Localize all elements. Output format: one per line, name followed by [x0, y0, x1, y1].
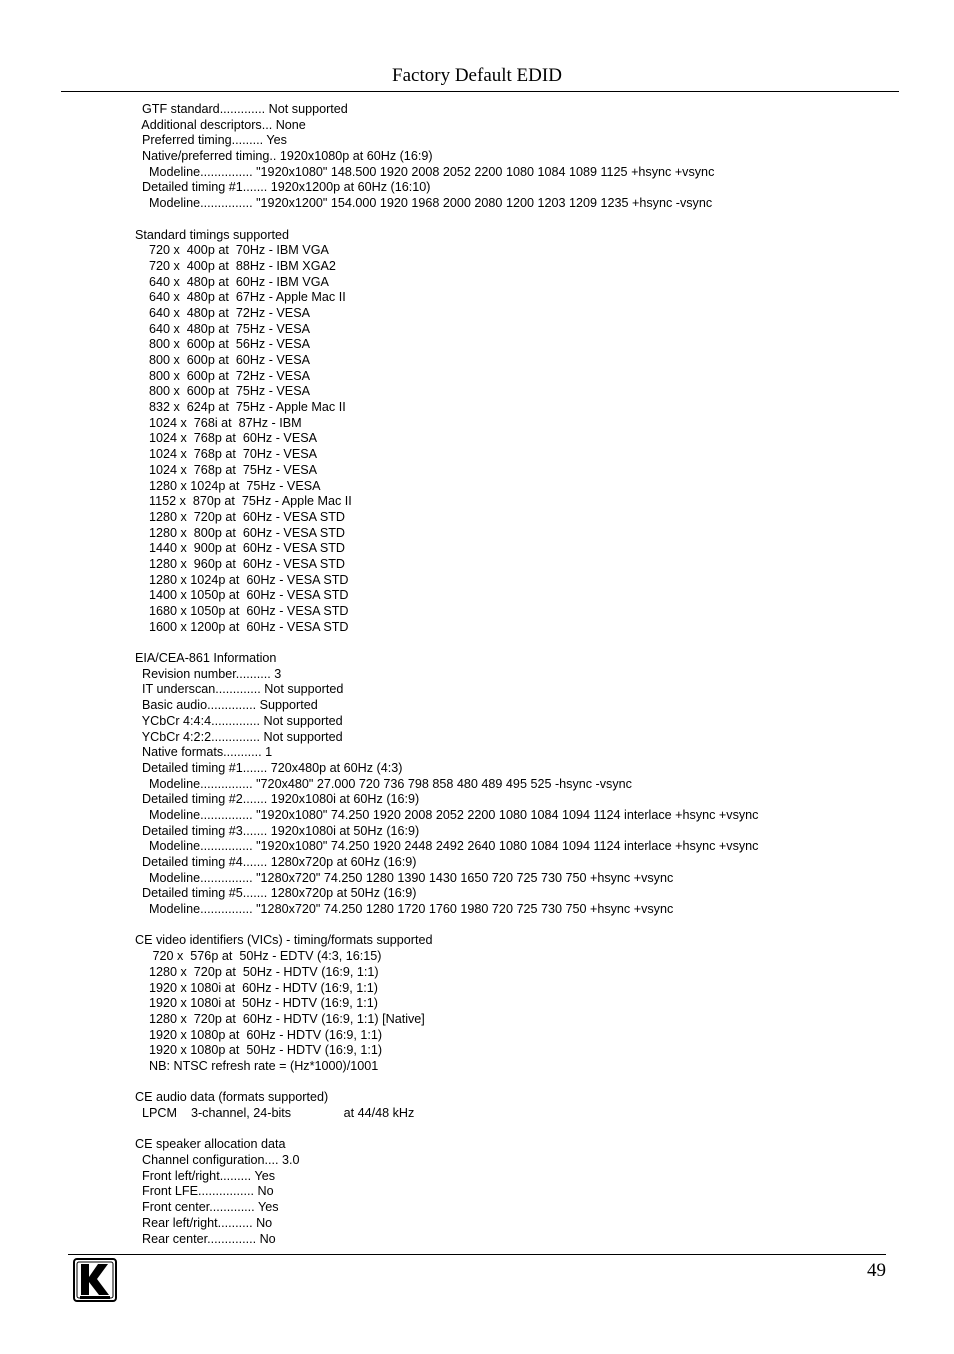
text-line: LPCM 3-channel, 24-bits at 44/48 kHz	[135, 1106, 415, 1120]
text-line: Native formats........... 1	[135, 745, 273, 760]
text-line: Detailed timing #1....... 720x480p at 60Hz (4:3)	[135, 760, 403, 775]
text-line: 800 x 600p at 72Hz - VESA	[135, 368, 311, 383]
text-line: Modeline............... "1920x1200" 154.000 1920 1968 2000 2080 1200 1203 1209 1235 +hsync -vsync	[135, 196, 713, 211]
text-line: Modeline............... "1920x1080" 74.250 1920 2008 2052 2200 1080 1084 1094 1124 interlace +hsync +vsync	[135, 807, 759, 822]
text-line: 800 x 600p at 60Hz - VESA	[135, 353, 311, 367]
text-line: CE speaker allocation data	[135, 1137, 286, 1152]
text-line: 1024 x 768p at 75Hz - VESA	[135, 462, 318, 477]
text-line: 720 x 576p at 50Hz - EDTV (4:3, 16:15)	[135, 949, 382, 964]
text-line: YCbCr 4:2:2.............. Not supported	[135, 729, 343, 744]
text-line: Modeline............... "1920x1080" 74.250 1920 2448 2492 2640 1080 1084 1094 1124 interlace +hsync +vsync	[135, 839, 759, 854]
blank-line	[135, 212, 758, 228]
text-line: 1600 x 1200p at 60Hz - VESA STD	[135, 619, 349, 634]
blank-line	[135, 1075, 758, 1091]
text-line: Rear left/right.......... No	[135, 1215, 273, 1230]
text-line: 1280 x 1024p at 75Hz - VESA	[135, 478, 321, 493]
text-line: CE audio data (formats supported)	[135, 1090, 329, 1105]
text-line: YCbCr 4:4:4.............. Not supported	[135, 713, 343, 728]
text-line: Rear center.............. No	[135, 1231, 276, 1246]
text-line: 720 x 400p at 70Hz - IBM VGA	[135, 243, 329, 258]
kramer-logo-icon	[73, 1258, 117, 1302]
text-line: Modeline............... "720x480" 27.000 720 736 798 858 480 489 495 525 -hsync -vsync	[135, 776, 632, 791]
text-line: 1280 x 720p at 60Hz - VESA STD	[135, 509, 346, 524]
text-line: 1920 x 1080i at 60Hz - HDTV (16:9, 1:1)	[135, 980, 378, 995]
text-line: 1024 x 768p at 70Hz - VESA	[135, 447, 318, 462]
blank-line	[135, 1122, 758, 1138]
text-line: GTF standard............. Not supported	[135, 102, 348, 116]
text-line: Detailed timing #5....... 1280x720p at 50Hz (16:9)	[135, 886, 417, 901]
text-line: 1280 x 1024p at 60Hz - VESA STD	[135, 572, 349, 587]
page-number: 49	[867, 1260, 886, 1281]
text-line: 832 x 624p at 75Hz - Apple Mac II	[135, 400, 346, 415]
text-line: 640 x 480p at 67Hz - Apple Mac II	[135, 290, 346, 305]
text-line: Modeline............... "1920x1080" 148.500 1920 2008 2052 2200 1080 1084 1089 1125 +hsync +vsync	[135, 164, 715, 179]
text-line: 640 x 480p at 72Hz - VESA	[135, 305, 311, 320]
header-divider	[61, 91, 899, 92]
text-line: 1280 x 720p at 50Hz - HDTV (16:9, 1:1)	[135, 964, 379, 979]
text-line: NB: NTSC refresh rate = (Hz*1000)/1001	[135, 1058, 379, 1073]
text-line: 800 x 600p at 75Hz - VESA	[135, 384, 311, 399]
text-line: Additional descriptors... None	[135, 117, 306, 132]
text-line: 1280 x 960p at 60Hz - VESA STD	[135, 556, 346, 571]
text-line: 640 x 480p at 60Hz - IBM VGA	[135, 274, 329, 289]
text-line: 1400 x 1050p at 60Hz - VESA STD	[135, 588, 349, 603]
text-line: 1920 x 1080p at 60Hz - HDTV (16:9, 1:1)	[135, 1027, 383, 1042]
text-line: 1024 x 768i at 87Hz - IBM	[135, 415, 302, 430]
text-line: 640 x 480p at 75Hz - VESA	[135, 321, 311, 336]
text-line: 1920 x 1080p at 50Hz - HDTV (16:9, 1:1)	[135, 1043, 383, 1058]
text-line: EIA/CEA-861 Information	[135, 651, 277, 666]
text-line: Revision number.......... 3	[135, 666, 282, 681]
text-line: 1280 x 800p at 60Hz - VESA STD	[135, 525, 346, 540]
text-line: 720 x 400p at 88Hz - IBM XGA2	[135, 258, 336, 273]
text-line: Detailed timing #4....... 1280x720p at 60Hz (16:9)	[135, 855, 417, 869]
edid-report-body	[135, 102, 758, 1247]
text-line: Detailed timing #2....... 1920x1080i at 60Hz (16:9)	[135, 792, 420, 807]
text-line: CE video identifiers (VICs) - timing/formats supported	[135, 933, 433, 948]
text-line: Detailed timing #3....... 1920x1080i at 50Hz (16:9)	[135, 823, 420, 838]
blank-line	[135, 918, 758, 934]
text-line: Front center............. Yes	[135, 1200, 279, 1215]
text-line: Front left/right......... Yes	[135, 1168, 275, 1183]
text-line: Preferred timing......... Yes	[135, 133, 287, 148]
text-line: 1280 x 720p at 60Hz - HDTV (16:9, 1:1) [Native]	[135, 1011, 425, 1026]
text-line: Modeline............... "1280x720" 74.250 1280 1390 1430 1650 720 725 730 750 +hsync +vsync	[135, 870, 674, 885]
text-line: Modeline............... "1280x720" 74.250 1280 1720 1760 1980 720 725 730 750 +hsync +vsync	[135, 902, 674, 917]
text-line: 1920 x 1080i at 50Hz - HDTV (16:9, 1:1)	[135, 996, 378, 1011]
text-line: Front LFE................ No	[135, 1184, 274, 1199]
footer-divider	[68, 1254, 886, 1255]
text-line: 1680 x 1050p at 60Hz - VESA STD	[135, 604, 349, 618]
text-line: Standard timings supported	[135, 227, 290, 242]
text-line: Detailed timing #1....... 1920x1200p at 60Hz (16:10)	[135, 180, 431, 195]
text-line: 1440 x 900p at 60Hz - VESA STD	[135, 541, 346, 556]
text-line: Native/preferred timing.. 1920x1080p at 60Hz (16:9)	[135, 149, 433, 164]
text-line: Channel configuration.... 3.0	[135, 1153, 300, 1168]
text-line: 1024 x 768p at 60Hz - VESA	[135, 431, 318, 446]
page-header-title: Factory Default EDID	[392, 65, 562, 86]
text-line: IT underscan............. Not supported	[135, 682, 344, 697]
text-line: Basic audio.............. Supported	[135, 698, 318, 713]
blank-line	[135, 635, 758, 651]
text-line: 1152 x 870p at 75Hz - Apple Mac II	[135, 494, 352, 509]
text-line: 800 x 600p at 56Hz - VESA	[135, 337, 311, 352]
